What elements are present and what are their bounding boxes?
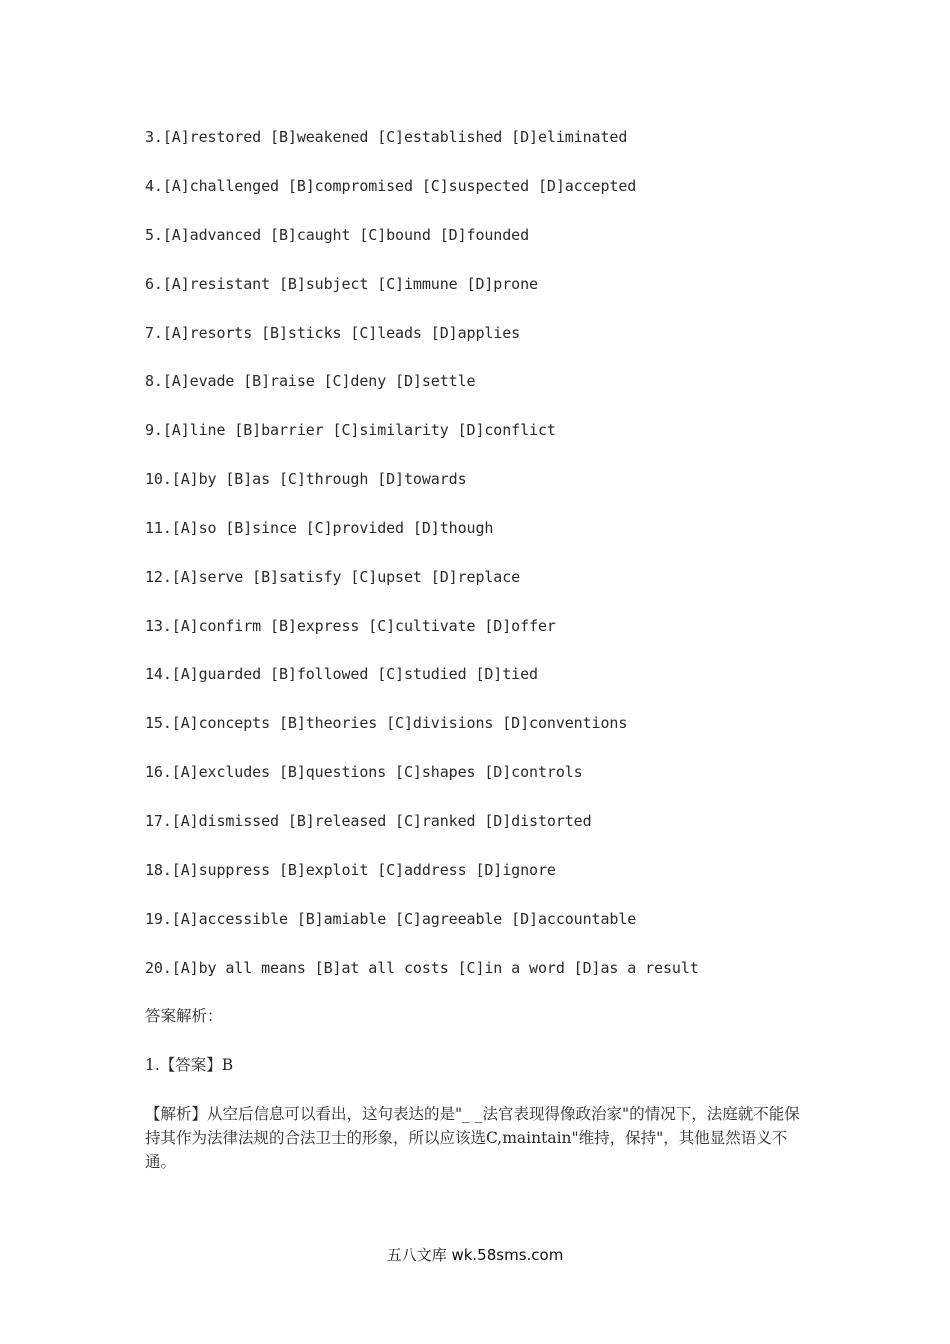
answer-section-heading: 答案解析： [145, 1007, 223, 1025]
question-20-options: 20.[A]by all means [B]at all costs [C]in a word [D]as a result [145, 959, 699, 977]
question-3-options: 3.[A]restored [B]weakened [C]established [D]eliminated [145, 128, 628, 146]
question-18-options: 18.[A]suppress [B]exploit [C]address [D]ignore [145, 861, 556, 879]
question-11-options: 11.[A]so [B]since [C]provided [D]though [145, 519, 494, 537]
answer-1-explanation: 【解析】从空后信息可以看出，这句表达的是"_ _法官表现得像政治家"的情况下，法庭就不能保持其作为法律法规的合法卫士的形象，所以应该选C,maintain"维持，保持"，其他显然语义不通。 [145, 1105, 800, 1171]
question-6-options: 6.[A]resistant [B]subject [C]immune [D]prone [145, 275, 538, 293]
answer-1: 1.【答案】B [145, 1056, 234, 1074]
question-17-options: 17.[A]dismissed [B]released [C]ranked [D]distorted [145, 812, 592, 830]
question-4-options: 4.[A]challenged [B]compromised [C]suspected [D]accepted [145, 177, 637, 195]
question-12-options: 12.[A]serve [B]satisfy [C]upset [D]replace [145, 568, 521, 586]
question-15-options: 15.[A]concepts [B]theories [C]divisions [D]conventions [145, 714, 628, 732]
question-14-options: 14.[A]guarded [B]followed [C]studied [D]tied [145, 665, 538, 683]
question-8-options: 8.[A]evade [B]raise [C]deny [D]settle [145, 372, 476, 390]
question-13-options: 13.[A]confirm [B]express [C]cultivate [D]offer [145, 617, 556, 635]
question-7-options: 7.[A]resorts [B]sticks [C]leads [D]applies [145, 324, 521, 342]
question-9-options: 9.[A]line [B]barrier [C]similarity [D]conflict [145, 421, 556, 439]
footer-watermark: 五八文库 wk.58sms.com [386, 1246, 564, 1264]
question-19-options: 19.[A]accessible [B]amiable [C]agreeable [D]accountable [145, 910, 637, 928]
question-5-options: 5.[A]advanced [B]caught [C]bound [D]founded [145, 226, 530, 244]
question-16-options: 16.[A]excludes [B]questions [C]shapes [D]controls [145, 763, 583, 781]
question-10-options: 10.[A]by [B]as [C]through [D]towards [145, 470, 467, 488]
